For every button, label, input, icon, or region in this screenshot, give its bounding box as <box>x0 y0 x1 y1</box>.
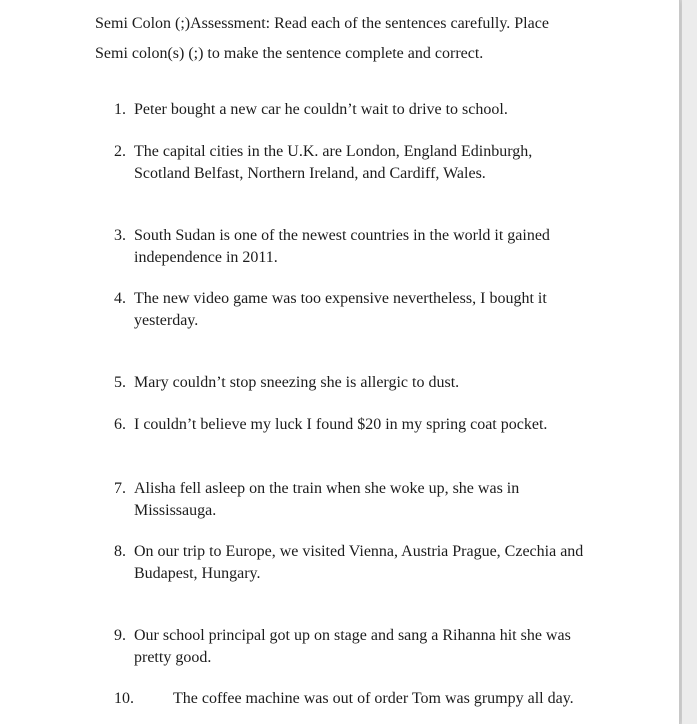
question-text: On our trip to Europe, we visited Vienna, Austria Prague, Czechia and Budapest, Hungary. <box>134 543 584 582</box>
question-text: South Sudan is one of the newest countries in the world it gained independence in 2011. <box>134 227 550 266</box>
question-item <box>114 141 574 185</box>
question-text: Alisha fell asleep on the train when she woke up, she was in Mississauga. <box>134 480 520 519</box>
question-item <box>114 99 614 121</box>
question-number: 8. <box>114 543 126 560</box>
question-item <box>114 478 554 522</box>
question-text: The coffee machine was out of order Tom was grumpy all day. <box>173 690 574 707</box>
question-text: The capital cities in the U.K. are London, England Edinburgh, Scotland Belfast, Northern Ireland, and Cardiff, Wales. <box>134 143 533 182</box>
question-number: 7. <box>114 480 126 497</box>
question-number: 6. <box>114 416 126 433</box>
page-edge <box>682 0 697 724</box>
question-number: 9. <box>114 627 126 644</box>
question-item <box>114 541 594 585</box>
question-number: 1. <box>114 101 126 118</box>
question-text: Mary couldn’t stop sneezing she is allergic to dust. <box>134 374 460 391</box>
question-item <box>114 414 634 436</box>
question-item <box>114 225 589 269</box>
question-number: 10. <box>114 690 134 707</box>
instructions-line-1: Semi Colon (;)Assessment: Read each of the sentences carefully. Place <box>95 15 549 32</box>
question-text: The new video game was too expensive nevertheless, I bought it yesterday. <box>134 290 547 329</box>
instructions-line-2: Semi colon(s) (;) to make the sentence complete and correct. <box>95 45 484 62</box>
question-number: 3. <box>114 227 126 244</box>
question-number: 4. <box>114 290 126 307</box>
question-number: 2. <box>114 143 126 160</box>
question-item <box>114 288 594 332</box>
question-text: Our school principal got up on stage and sang a Rihanna hit she was pretty good. <box>134 627 571 666</box>
question-text: I couldn’t believe my luck I found $20 in my spring coat pocket. <box>134 416 548 433</box>
question-number: 5. <box>114 374 126 391</box>
question-text: Peter bought a new car he couldn’t wait to drive to school. <box>134 101 508 118</box>
instructions <box>95 9 665 69</box>
question-item <box>114 372 614 394</box>
question-item <box>114 625 599 669</box>
